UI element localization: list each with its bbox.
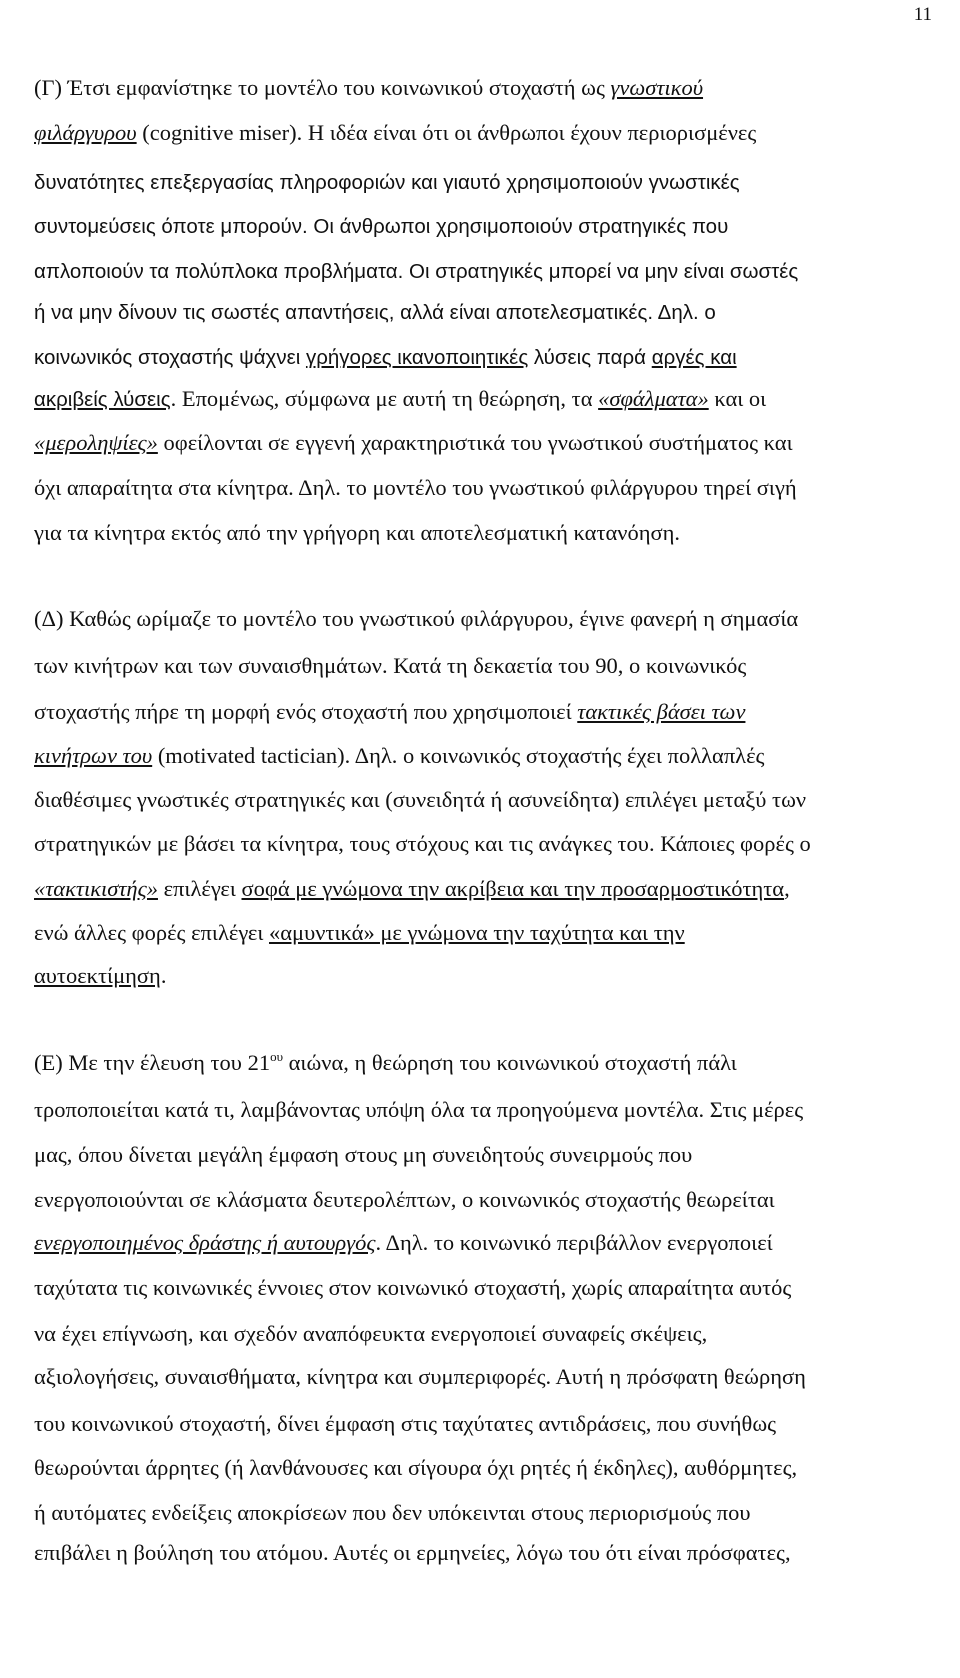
- emphasized-text: «αμυντικά» με γνώμονα την ταχύτητα και την: [269, 920, 685, 945]
- text-line: [34, 742, 764, 770]
- text-run: αιώνα, η θεώρηση του κοινωνικού στοχαστή πάλι: [283, 1050, 737, 1075]
- text-run: ενώ άλλες φορές επιλέγει: [34, 920, 269, 945]
- text-run: τροποποιείται κατά τι, λαμβάνοντας υπόψη όλα τα προηγούμενα μοντέλα. Στις μέρες: [34, 1097, 804, 1122]
- text-line: [34, 652, 746, 680]
- emphasized-text: τακτικές βάσει των: [577, 699, 746, 724]
- text-line: [34, 698, 745, 726]
- text-run: του κοινωνικού στοχαστή, δίνει έμφαση στις ταχύτατες αντιδράσεις, που συνήθως: [34, 1411, 777, 1436]
- text-run: μας, όπου δίνεται μεγάλη έμφαση στους μη συνειδητούς συνειρμούς που: [34, 1142, 693, 1167]
- text-run: επιβάλει η βούληση του ατόμου. Αυτές οι ερμηνείες, λόγω του ότι είναι πρόσφατες,: [34, 1540, 791, 1565]
- text-line: [34, 1141, 692, 1169]
- text-line: [34, 1186, 775, 1214]
- text-line: [34, 875, 790, 903]
- text-line: [34, 168, 740, 197]
- text-run: (Γ) Έτσι εμφανίστηκε το μοντέλο του κοινωνικού στοχαστή ως: [34, 75, 611, 100]
- text-line: [34, 298, 716, 327]
- text-run: θεωρούνται άρρητες (ή λανθάνουσες και σίγουρα όχι ρητές ή έκδηλες), αυθόρμητες,: [34, 1455, 798, 1480]
- emphasized-text: «τακτικιστής»: [34, 876, 158, 901]
- text-run: (motivated tactician). Δηλ. ο κοινωνικός στοχαστής έχει πολλαπλές: [152, 743, 765, 768]
- text-run: . Επομένως, σύμφωνα με αυτή τη θεώρηση, τα: [170, 386, 599, 411]
- text-run: (Δ) Καθώς ωρίμαζε το μοντέλο του γνωστικού φιλάργυρου, έγινε φανερή η σημασία: [34, 606, 799, 631]
- text-line: [34, 1229, 773, 1257]
- text-line: [34, 474, 797, 502]
- text-run: όχι απαραίτητα στα κίνητρα. Δηλ. το μοντέλο του γνωστικού φιλάργυρου τηρεί σιγή: [34, 475, 797, 500]
- emphasized-text: σοφά με γνώμονα την ακρίβεια και την προσαρμοστικότητα: [241, 876, 785, 901]
- text-line: [34, 519, 680, 547]
- text-line: [34, 429, 793, 457]
- text-line: [34, 1274, 791, 1302]
- text-run: διαθέσιμες γνωστικές στρατηγικές και (συνειδητά ή ασυνείδητα) επιλέγει μεταξύ των: [34, 787, 807, 812]
- text-line: [34, 74, 703, 102]
- text-run: .: [160, 963, 167, 988]
- text-run: απλοποιούν τα πολύπλοκα προβλήματα. Οι στρατηγικές μπορεί να μην είναι σωστές: [34, 260, 799, 283]
- emphasized-text: «σφάλματα»: [598, 386, 709, 411]
- text-run: αξιολογήσεις, συναισθήματα, κίνητρα και συμπεριφορές. Αυτή η πρόσφατη θεώρηση: [34, 1364, 806, 1389]
- emphasized-text: αυτοεκτίμηση: [34, 963, 161, 988]
- text-run: . Δηλ. το κοινωνικό περιβάλλον ενεργοποιεί: [375, 1230, 773, 1255]
- text-line: [34, 830, 811, 858]
- emphasized-text: γνωστικού: [610, 75, 704, 100]
- text-run: ή αυτόματες ενδείξεις αποκρίσεων που δεν υπόκεινται στους περιορισμούς που: [34, 1500, 751, 1525]
- text-line: [34, 919, 685, 947]
- text-run: ,: [784, 876, 790, 901]
- superscript: ου: [270, 1049, 284, 1064]
- text-line: [34, 605, 798, 633]
- text-run: ταχύτατα τις κοινωνικές έννοιες στον κοινωνικό στοχαστή, χωρίς απαραίτητα αυτός: [34, 1275, 792, 1300]
- text-line: [34, 1320, 707, 1348]
- text-run: κοινωνικός στοχαστής ψάχνει: [34, 346, 306, 369]
- text-run: και οι: [708, 386, 767, 411]
- emphasized-text: ενεργοποιημένος δράστης ή αυτουργός: [34, 1230, 376, 1255]
- text-run: (Ε) Με την έλευση του 21: [34, 1050, 271, 1075]
- text-run: ή να μην δίνουν τις σωστές απαντήσεις, αλλά είναι αποτελεσματικές. Δηλ. ο: [34, 301, 716, 324]
- text-run: ενεργοποιούνται σε κλάσματα δευτερολέπτων, ο κοινωνικός στοχαστής θεωρείται: [34, 1187, 775, 1212]
- text-line: [34, 1499, 751, 1527]
- text-line: [34, 343, 737, 372]
- text-line: [34, 1454, 797, 1482]
- emphasized-text: ακριβείς λύσεις: [34, 388, 171, 411]
- text-line: [34, 385, 766, 414]
- text-line: [34, 1363, 806, 1391]
- text-line: [34, 257, 798, 286]
- text-run: στρατηγικών με βάσει τα κίνητρα, τους στόχους και τις ανάγκες του. Κάποιες φορές ο: [34, 831, 811, 856]
- text-run: οφείλονται σε εγγενή χαρακτηριστικά του γνωστικού συστήματος και: [157, 430, 793, 455]
- emphasized-text: «μεροληψίες»: [34, 430, 158, 455]
- text-line: [34, 1096, 803, 1124]
- text-line: [34, 1049, 737, 1077]
- emphasized-text: κινήτρων του: [34, 743, 153, 768]
- text-run: δυνατότητες επεξεργασίας πληροφοριών και γιαυτό χρησιμοποιούν γνωστικές: [34, 171, 740, 194]
- text-line: [34, 962, 166, 990]
- page-number: 11: [913, 4, 932, 25]
- text-run: στοχαστής πήρε τη μορφή ενός στοχαστή που χρησιμοποιεί: [34, 699, 578, 724]
- emphasized-text: γρήγορες ικανοποιητικές: [305, 346, 529, 369]
- text-line: [34, 1410, 776, 1438]
- text-run: λύσεις παρά: [528, 346, 652, 369]
- text-line: [34, 119, 756, 147]
- text-run: (cognitive miser). Η ιδέα είναι ότι οι άνθρωποι έχουν περιορισμένες: [136, 120, 757, 145]
- text-run: για τα κίνητρα εκτός από την γρήγορη και αποτελεσματική κατανόηση.: [34, 520, 680, 545]
- text-run: των κινήτρων και των συναισθημάτων. Κατά τη δεκαετία του 90, ο κοινωνικός: [34, 653, 747, 678]
- text-run: να έχει επίγνωση, και σχεδόν αναπόφευκτα ενεργοποιεί συναφείς σκέψεις,: [34, 1321, 708, 1346]
- text-line: [34, 786, 806, 814]
- emphasized-text: φιλάργυρου: [34, 120, 137, 145]
- text-line: [34, 212, 728, 241]
- text-line: [34, 1539, 791, 1567]
- emphasized-text: αργές και: [651, 346, 737, 369]
- text-run: συντομεύσεις όποτε μπορούν. Οι άνθρωποι χρησιμοποιούν στρατηγικές που: [34, 215, 729, 238]
- text-run: επιλέγει: [157, 876, 242, 901]
